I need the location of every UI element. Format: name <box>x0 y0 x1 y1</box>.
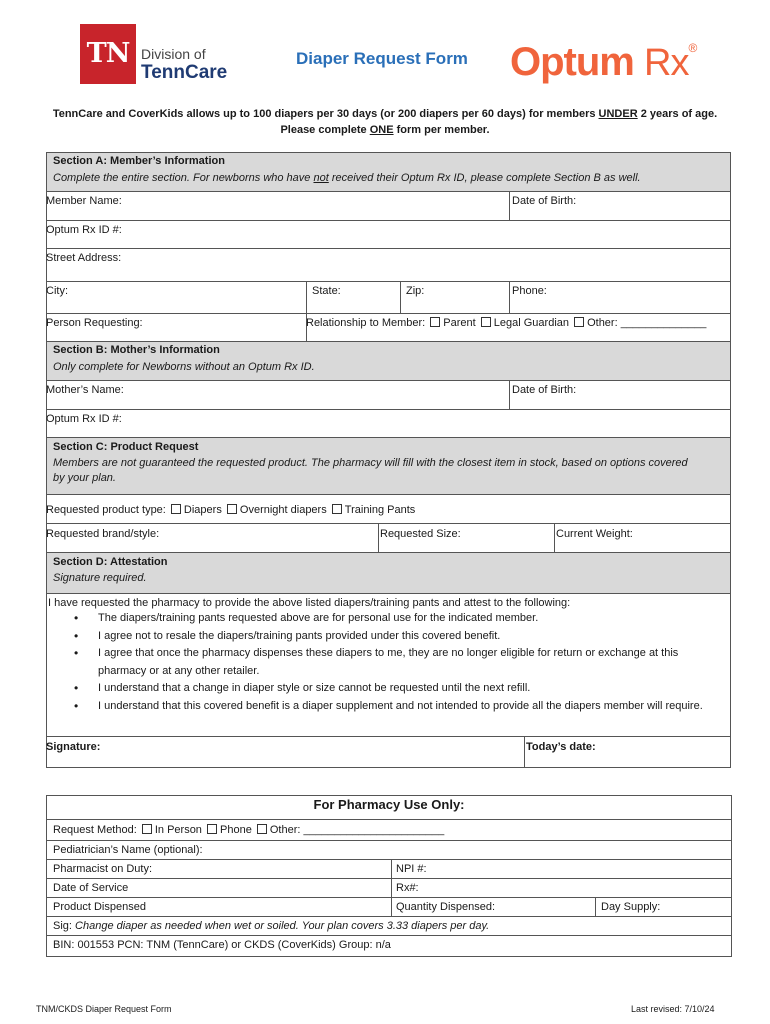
divider <box>46 409 731 410</box>
intro-under: UNDER <box>598 108 638 120</box>
sig-row <box>53 920 489 932</box>
divider <box>46 313 731 314</box>
section-c-title: Section C: Product Request <box>53 441 199 453</box>
divider <box>46 341 731 342</box>
attestation-item: • I understand that this covered benefit is a diaper supplement and not intended to provide all the diapers member will require. <box>46 698 714 716</box>
divider <box>509 191 510 220</box>
intro-text: TennCare and CoverKids allows up to 100 diapers per 30 days (or 200 diapers per 60 days) for members <box>52 108 599 120</box>
divider <box>46 437 731 438</box>
divider <box>595 897 596 916</box>
bin-pcn-line: BIN: 001553 PCN: TNM (TennCare) or CKDS (CoverKids) Group: n/a <box>53 939 391 951</box>
request-method-row <box>53 824 444 836</box>
diapers-label: Diapers <box>183 504 222 516</box>
attestation-item: • The diapers/training pants requested above are for personal use for the indicated member. <box>46 610 714 628</box>
quantity-dispensed-field[interactable]: Quantity Dispensed: <box>396 901 496 913</box>
overnight-diapers-checkbox[interactable] <box>227 504 237 514</box>
training-pants-checkbox[interactable] <box>332 504 342 514</box>
section-b-subtitle: Only complete for Newborns without an Optum Rx ID. <box>53 361 315 373</box>
relationship-label: Relationship to Member: <box>306 317 426 329</box>
subtitle-text: received their Optum Rx ID, please complete Section B as well. <box>328 172 641 184</box>
page-title: Diaper Request Form <box>296 49 468 68</box>
state-field[interactable]: State: <box>312 285 341 297</box>
pharmacist-field[interactable]: Pharmacist on Duty: <box>53 863 153 875</box>
intro-line-1 <box>0 108 770 120</box>
in-person-checkbox[interactable] <box>142 824 152 834</box>
member-name-field[interactable]: Member Name: <box>46 195 122 207</box>
divider <box>46 281 731 282</box>
city-field[interactable]: City: <box>46 285 68 297</box>
divider <box>46 840 732 841</box>
phone-field[interactable]: Phone: <box>512 285 547 297</box>
street-address-field[interactable]: Street Address: <box>46 252 122 264</box>
section-a-subtitle <box>53 172 641 184</box>
divider <box>46 736 731 737</box>
divider <box>46 593 731 594</box>
sig-text: Change diaper as needed when wet or soiled. Your plan covers 3.33 diapers per day. <box>75 920 490 932</box>
section-d-title: Section D: Attestation <box>53 556 168 568</box>
other-method-checkbox[interactable] <box>257 824 267 834</box>
diapers-checkbox[interactable] <box>171 504 181 514</box>
registered-mark: ® <box>688 41 697 55</box>
divider <box>46 916 732 917</box>
sig-label: Sig: <box>53 920 72 932</box>
intro-text: Please complete <box>280 124 370 136</box>
person-requesting-field[interactable]: Person Requesting: <box>46 317 143 329</box>
subtitle-text: Complete the entire section. For newborns who have <box>53 172 314 184</box>
parent-checkbox[interactable] <box>430 317 440 327</box>
date-of-service-field[interactable]: Date of Service <box>53 882 129 894</box>
divider <box>46 935 732 936</box>
divider <box>524 736 525 768</box>
divider <box>46 897 732 898</box>
mother-optum-id-field[interactable]: Optum Rx ID #: <box>46 413 122 425</box>
optum-logo-text: Optum <box>510 40 634 84</box>
npi-field[interactable]: NPI #: <box>396 863 427 875</box>
intro-line-2 <box>0 124 770 136</box>
attestation-lead: I have requested the pharmacy to provide the above listed diapers/training pants and attest to the following: <box>48 597 571 609</box>
divider <box>46 552 731 553</box>
mother-dob-field[interactable]: Date of Birth: <box>512 384 577 396</box>
section-d-subtitle: Signature required. <box>53 572 147 584</box>
product-type-label: Requested product type: <box>46 504 166 516</box>
intro-one: ONE <box>369 124 394 136</box>
relationship-row <box>306 317 706 329</box>
parent-label: Parent <box>443 317 476 329</box>
section-b-title: Section B: Mother’s Information <box>53 344 220 356</box>
divider <box>391 859 392 916</box>
section-c-subtitle-2: by your plan. <box>53 472 116 484</box>
legal-guardian-label: Legal Guardian <box>493 317 570 329</box>
divider <box>46 878 732 879</box>
subtitle-not: not <box>313 172 329 184</box>
tn-logo-box: TN <box>80 24 136 84</box>
divider <box>46 220 731 221</box>
divider <box>554 523 555 552</box>
divider <box>46 859 732 860</box>
other-method-field[interactable]: Other: _______________________ <box>269 824 445 836</box>
intro-text: form per member. <box>393 124 490 136</box>
divider <box>306 281 307 341</box>
pediatrician-field[interactable]: Pediatrician’s Name (optional): <box>53 844 203 856</box>
product-dispensed-field[interactable]: Product Dispensed <box>53 901 146 913</box>
footer-revised-date: Last revised: 7/10/24 <box>631 1004 715 1014</box>
divider <box>509 380 510 409</box>
legal-guardian-checkbox[interactable] <box>481 317 491 327</box>
signature-field[interactable]: Signature: <box>46 741 101 753</box>
section-a-title: Section A: Member’s Information <box>53 155 225 167</box>
phone-label: Phone <box>220 824 252 836</box>
divider <box>46 191 731 192</box>
divider <box>46 819 732 820</box>
attestation-item: • I agree that once the pharmacy dispenses these diapers to me, they are no longer eligible for return or exchange at this pharmacy or at any other retailer. <box>46 645 714 680</box>
divider <box>378 523 379 552</box>
footer-form-name: TNM/CKDS Diaper Request Form <box>36 1004 172 1014</box>
brand-style-field[interactable]: Requested brand/style: <box>46 528 160 540</box>
intro-text: 2 years of age. <box>637 108 718 120</box>
attestation-item: • I agree not to resale the diapers/training pants provided under this covered benefit. <box>46 628 714 646</box>
overnight-diapers-label: Overnight diapers <box>239 504 327 516</box>
request-method-label: Request Method: <box>53 824 137 836</box>
day-supply-field[interactable]: Day Supply: <box>601 901 661 913</box>
mother-name-field[interactable]: Mother’s Name: <box>46 384 124 396</box>
rx-number-field[interactable]: Rx#: <box>396 882 419 894</box>
training-pants-label: Training Pants <box>344 504 416 516</box>
divider <box>46 380 731 381</box>
requested-size-field[interactable]: Requested Size: <box>380 528 461 540</box>
zip-field[interactable]: Zip: <box>406 285 425 297</box>
divider <box>46 523 731 524</box>
divider <box>46 494 731 495</box>
division-of-label: Division of <box>141 46 206 62</box>
todays-date-field[interactable]: Today’s date: <box>526 741 596 753</box>
tenncare-label: TennCare <box>141 62 228 83</box>
other-relationship-field[interactable]: Other: ______________ <box>587 317 707 329</box>
divider <box>400 281 401 313</box>
divider <box>509 281 510 313</box>
product-type-row <box>46 504 415 516</box>
in-person-label: In Person <box>154 824 202 836</box>
divider <box>46 248 731 249</box>
attestation-item: • I understand that a change in diaper style or size cannot be requested until the next refill. <box>46 680 714 698</box>
phone-checkbox[interactable] <box>207 824 217 834</box>
attestation-list <box>46 610 714 715</box>
member-dob-field[interactable]: Date of Birth: <box>512 195 577 207</box>
optum-rx-logo <box>510 42 696 82</box>
section-c-subtitle-1: Members are not guaranteed the requested product. The pharmacy will fill with the closest item in stock, based on options covered <box>53 457 688 469</box>
pharmacy-title: For Pharmacy Use Only: <box>313 797 465 812</box>
member-optum-id-field[interactable]: Optum Rx ID #: <box>46 224 122 236</box>
current-weight-field[interactable]: Current Weight: <box>556 528 633 540</box>
rx-logo-text: Rx <box>644 42 689 84</box>
other-relationship-checkbox[interactable] <box>574 317 584 327</box>
tenncare-logo <box>80 24 238 88</box>
